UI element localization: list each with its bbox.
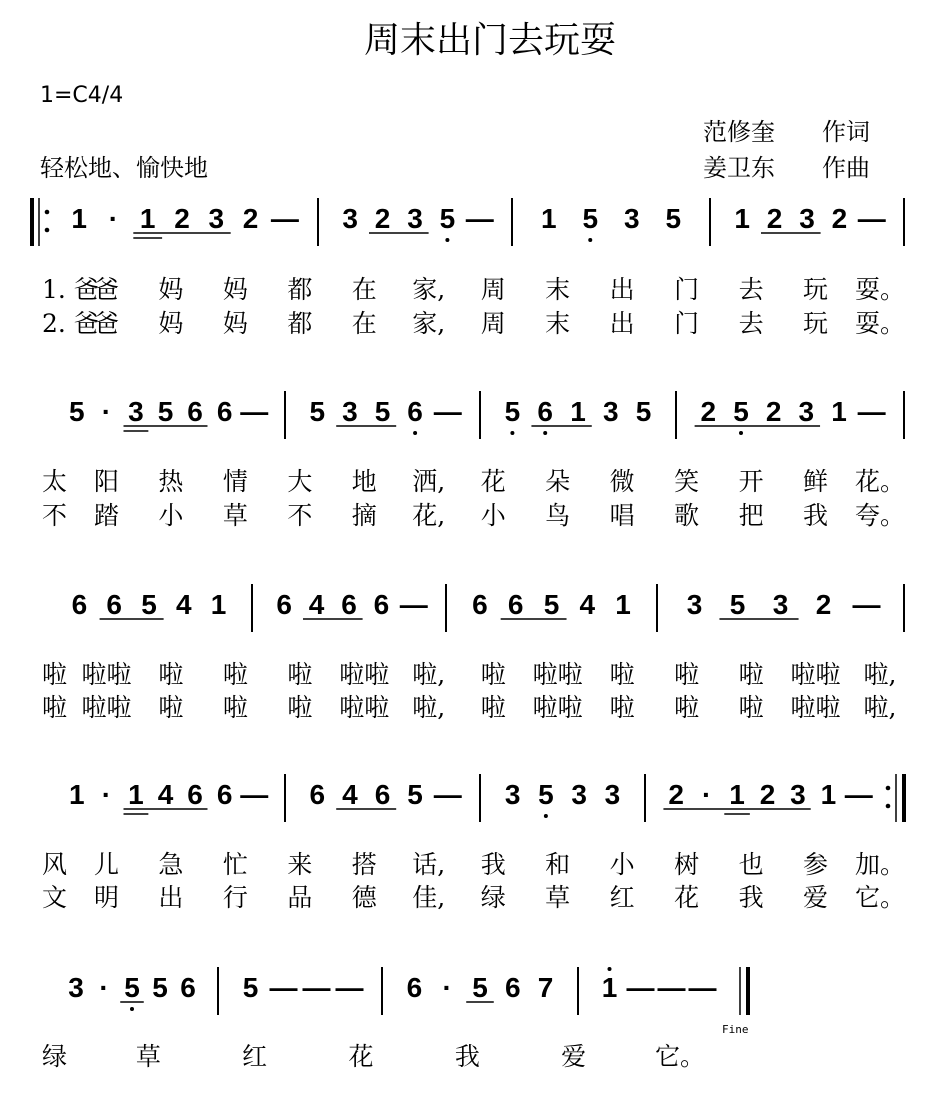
- lyric-line-1: [42, 660, 896, 689]
- lyric-syllable: 去: [738, 275, 764, 304]
- lyric-syllable: 1. 爸: [42, 275, 99, 304]
- octave-dot-below: [445, 238, 449, 242]
- lyric-syllable: 文: [42, 883, 68, 912]
- lyric-syllable: 啦,: [412, 660, 446, 689]
- note: 4: [579, 589, 596, 620]
- song-title: 周末出门去玩耍: [363, 20, 617, 61]
- note: 5: [635, 396, 652, 427]
- extension-dash: —: [857, 203, 886, 234]
- lyric-syllable: 玩: [803, 309, 829, 338]
- composer-role: 作曲: [822, 154, 870, 182]
- note: 5: [374, 396, 391, 427]
- lyric-line-1: [42, 467, 905, 496]
- lyric-syllable: 阳: [93, 467, 119, 496]
- octave-dot-below: [543, 431, 547, 435]
- note: 6: [187, 779, 203, 810]
- lyric-syllable: 朵: [545, 467, 571, 496]
- octave-dot-below: [544, 814, 548, 818]
- lyric-syllable: 啦,: [863, 660, 897, 689]
- lyric-syllable: 啦啦: [339, 693, 390, 722]
- repeat-dot: [886, 786, 891, 791]
- augmentation-dot: ·: [101, 779, 112, 810]
- note: 4: [157, 779, 174, 810]
- octave-dot-below: [130, 1007, 134, 1011]
- note: 1: [729, 779, 745, 810]
- lyric-syllable: 花,: [412, 501, 446, 530]
- note: 1: [615, 589, 631, 620]
- note: 2: [374, 203, 391, 234]
- extension-dash: —: [240, 779, 269, 810]
- note: 2: [759, 779, 776, 810]
- measure-1: [72, 589, 227, 620]
- lyric-syllable: 末: [545, 275, 571, 304]
- lyric-syllable: 啦: [287, 693, 313, 722]
- lyric-syllable: 都: [287, 309, 313, 338]
- lyric-syllable: 它。: [854, 883, 906, 912]
- note: 6: [507, 589, 524, 620]
- lyric-syllable: 啦: [287, 660, 313, 689]
- tempo-marking: 轻松地、愉快地: [40, 154, 208, 182]
- note: 6: [180, 972, 196, 1003]
- note: 3: [798, 396, 815, 427]
- lyric-syllable: 鲜: [803, 467, 829, 496]
- note: 3: [342, 396, 358, 427]
- lyric-syllable: 门: [674, 275, 700, 304]
- extension-dash: —: [270, 203, 299, 234]
- lyric-syllable: 行: [222, 883, 248, 912]
- lyric-syllable: 急: [158, 850, 184, 879]
- measure-1: [71, 203, 299, 238]
- lyric-syllable: 佳,: [412, 883, 446, 912]
- lyric-syllable: 情: [222, 467, 248, 496]
- system-4: [42, 774, 905, 912]
- note: 5: [472, 972, 488, 1003]
- note: 6: [407, 396, 423, 427]
- lyric-syllable: 我: [480, 850, 506, 879]
- measure-1: [69, 396, 268, 431]
- extension-dash: —: [852, 589, 881, 620]
- measure-3: [541, 203, 681, 242]
- note: 3: [623, 203, 640, 234]
- extension-dash: —: [626, 972, 655, 1003]
- lyric-syllable: 不: [42, 501, 68, 530]
- lyric-syllable: 太: [42, 467, 68, 496]
- lyric-syllable: 笑: [674, 467, 700, 496]
- lyric-syllable: 来: [287, 850, 313, 879]
- lyric-syllable: 啦啦: [790, 660, 841, 689]
- lyric-syllable: 周: [480, 309, 506, 338]
- lyric-syllable: 绿: [480, 883, 506, 912]
- lyric-syllable: 话,: [412, 850, 446, 879]
- lyric-syllable: 啦,: [863, 693, 897, 722]
- lyric-syllable: 不: [287, 501, 313, 530]
- lyric-syllable: 啦: [222, 660, 248, 689]
- note: 5: [124, 972, 140, 1003]
- note: 6: [216, 396, 233, 427]
- lyric-syllable: 大: [287, 467, 313, 496]
- lyric-syllable: 啦: [738, 693, 764, 722]
- note: 3: [686, 589, 703, 620]
- extension-dash: —: [335, 972, 364, 1003]
- note: 4: [342, 779, 358, 810]
- note: 3: [604, 779, 621, 810]
- lyric-syllable: 啦: [158, 693, 184, 722]
- note: 2: [668, 779, 685, 810]
- augmentation-dot: ·: [442, 972, 452, 1003]
- lyric-syllable: 草: [545, 883, 571, 912]
- note: 6: [472, 589, 488, 620]
- lyric-syllable: 家,: [412, 275, 446, 304]
- lyric-syllable: 小: [480, 501, 506, 530]
- octave-dot-below: [739, 431, 743, 435]
- lyric-syllable: 爸: [93, 309, 119, 338]
- lyric-syllable: 红: [242, 1042, 268, 1071]
- lyric-syllable: 加。: [854, 850, 906, 879]
- note: 6: [71, 589, 88, 620]
- note: 6: [106, 589, 122, 620]
- lyric-line-2: [42, 693, 896, 722]
- lyric-syllable: 出: [609, 309, 635, 338]
- note: 5: [582, 203, 599, 234]
- system-3: [42, 584, 904, 722]
- lyric-syllable: 去: [738, 309, 764, 338]
- extension-dash: —: [688, 972, 717, 1003]
- lyric-syllable: 啦: [674, 693, 700, 722]
- key-signature: 1=C4/4: [40, 83, 124, 108]
- note: 3: [504, 779, 521, 810]
- note: 2: [765, 396, 782, 427]
- note: 3: [68, 972, 84, 1003]
- note: 3: [571, 779, 587, 810]
- lyric-syllable: 啦: [42, 693, 68, 722]
- extension-dash: —: [465, 203, 494, 234]
- note: 6: [216, 779, 233, 810]
- lyric-syllable: 小: [609, 850, 635, 879]
- lyric-syllable: 啦,: [412, 693, 446, 722]
- lyric-syllable: 把: [738, 501, 764, 530]
- fine-marking: Fine: [722, 1023, 749, 1036]
- lyric-line-2: [42, 309, 905, 338]
- note: 5: [68, 396, 85, 427]
- note: 1: [210, 589, 227, 620]
- note: 6: [406, 972, 423, 1003]
- lyric-syllable: 洒,: [412, 467, 446, 496]
- extension-dash: —: [302, 972, 331, 1003]
- lyric-syllable: 妈: [158, 275, 184, 304]
- lyric-syllable: 开: [738, 467, 764, 496]
- note: 1: [71, 203, 87, 234]
- lyric-line-2: [42, 501, 905, 530]
- note: 5: [665, 203, 682, 234]
- lyric-line-2: [42, 883, 905, 912]
- lyric-syllable: 儿: [93, 850, 119, 879]
- measure-4: [602, 967, 717, 1003]
- note: 3: [208, 203, 225, 234]
- lyric-syllable: 花: [480, 467, 506, 496]
- note: 5: [242, 972, 259, 1003]
- lyric-syllable: 啦: [609, 660, 635, 689]
- measure-2: [310, 396, 462, 435]
- lyric-syllable: 花: [674, 883, 700, 912]
- note: 3: [772, 589, 789, 620]
- measure-1: [69, 779, 268, 814]
- note: 5: [407, 779, 423, 810]
- note: 5: [729, 589, 746, 620]
- octave-dot-below: [510, 431, 514, 435]
- system-1: [32, 198, 905, 338]
- note: 1: [601, 972, 618, 1003]
- lyric-syllable: 它。: [654, 1042, 706, 1071]
- lyric-syllable: 和: [545, 850, 571, 879]
- lyric-syllable: 搭: [351, 850, 377, 879]
- lyric-syllable: 德: [351, 883, 377, 912]
- lyric-syllable: 出: [609, 275, 635, 304]
- lyric-syllable: 啦啦: [339, 660, 390, 689]
- extension-dash: —: [857, 396, 886, 427]
- note: 6: [187, 396, 203, 427]
- lyric-syllable: 啦: [42, 660, 68, 689]
- note: 2: [766, 203, 783, 234]
- lyric-line-1: [42, 275, 905, 304]
- note: 3: [799, 203, 815, 234]
- lyric-syllable: 爸: [93, 275, 119, 304]
- notation-systems: [32, 198, 905, 1071]
- note: 1: [540, 203, 557, 234]
- note: 6: [537, 396, 553, 427]
- lyric-syllable: 啦啦: [790, 693, 841, 722]
- lyric-syllable: 草: [222, 501, 248, 530]
- lyric-syllable: 周: [480, 275, 506, 304]
- note: 2: [700, 396, 717, 427]
- lyric-syllable: 唱: [609, 501, 635, 530]
- note: 5: [152, 972, 168, 1003]
- lyricist-name: 范修奎: [703, 118, 775, 146]
- octave-dot-above: [608, 967, 612, 971]
- repeat-dot: [45, 210, 50, 215]
- lyric-syllable: 红: [609, 883, 635, 912]
- note: 6: [505, 972, 521, 1003]
- note: 3: [407, 203, 423, 234]
- lyricist-role: 作词: [822, 118, 870, 146]
- repeat-dot: [45, 228, 50, 233]
- note: 6: [276, 589, 292, 620]
- measure-2: [342, 203, 493, 242]
- note: 1: [820, 779, 837, 810]
- note: 2: [831, 203, 848, 234]
- lyric-syllable: 草: [135, 1042, 161, 1071]
- extension-dash: —: [240, 396, 269, 427]
- lyric-syllable: 参: [803, 850, 829, 879]
- note: 5: [157, 396, 174, 427]
- note: 2: [174, 203, 190, 234]
- lyric-syllable: 我: [803, 501, 829, 530]
- lyric-syllable: 夸。: [854, 501, 906, 530]
- note: 1: [831, 396, 847, 427]
- lyric-syllable: 花。: [854, 467, 906, 496]
- lyric-syllable: 也: [738, 850, 764, 879]
- augmentation-dot: ·: [108, 203, 119, 234]
- measure-2: [310, 779, 462, 810]
- lyric-syllable: 在: [351, 275, 377, 304]
- extension-dash: —: [433, 396, 462, 427]
- extension-dash: —: [657, 972, 686, 1003]
- note: 3: [790, 779, 806, 810]
- note: 6: [374, 779, 391, 810]
- lyric-syllable: 我: [454, 1042, 480, 1071]
- lyric-syllable: 啦: [480, 660, 506, 689]
- measure-1: [68, 972, 196, 1011]
- augmentation-dot: ·: [701, 779, 712, 810]
- octave-dot-below: [413, 431, 417, 435]
- extension-dash: —: [269, 972, 298, 1003]
- note: 1: [128, 779, 144, 810]
- lyric-syllable: 家,: [412, 309, 446, 338]
- measure-4: [695, 396, 886, 435]
- lyric-syllable: 品: [287, 883, 313, 912]
- lyric-syllable: 啦啦: [532, 660, 583, 689]
- lyric-syllable: 末: [545, 309, 571, 338]
- note: 2: [815, 589, 832, 620]
- note: 1: [68, 779, 85, 810]
- note: 2: [242, 203, 259, 234]
- lyric-syllable: 出: [158, 883, 184, 912]
- lyric-syllable: 我: [738, 883, 764, 912]
- lyric-syllable: 都: [287, 275, 313, 304]
- note: 4: [308, 589, 325, 620]
- octave-dot-below: [588, 238, 592, 242]
- lyric-syllable: 明: [93, 883, 119, 912]
- measure-4: [687, 589, 881, 620]
- lyric-syllable: 2. 爸: [42, 309, 99, 338]
- lyric-syllable: 耍。: [854, 275, 906, 304]
- lyric-line-1: [42, 850, 905, 879]
- note: 6: [341, 589, 357, 620]
- measure-3: [505, 396, 652, 435]
- note: 1: [570, 396, 586, 427]
- augmentation-dot: ·: [99, 972, 109, 1003]
- lyric-syllable: 忙: [222, 850, 248, 879]
- note: 5: [141, 589, 157, 620]
- lyric-syllable: 踏: [93, 501, 119, 530]
- measure-4: [663, 779, 872, 814]
- extension-dash: —: [433, 779, 462, 810]
- note: 3: [603, 396, 619, 427]
- lyric-syllable: 啦: [674, 660, 700, 689]
- measure-2: [243, 972, 364, 1003]
- augmentation-dot: ·: [101, 396, 112, 427]
- note: 5: [439, 203, 456, 234]
- lyric-syllable: 微: [609, 467, 635, 496]
- lyric-syllable: 啦: [738, 660, 764, 689]
- lyric-syllable: 玩: [803, 275, 829, 304]
- note: 3: [128, 396, 144, 427]
- repeat-dot: [886, 804, 891, 809]
- lyric-syllable: 花: [348, 1042, 374, 1071]
- measure-3: [472, 589, 631, 620]
- lyric-syllable: 风: [42, 850, 68, 879]
- note: 5: [543, 589, 560, 620]
- note: 1: [734, 203, 750, 234]
- lyric-syllable: 热: [158, 467, 184, 496]
- note: 1: [139, 203, 156, 234]
- lyric-line-1: [42, 1042, 705, 1071]
- system-2: [42, 391, 905, 530]
- system-5: [42, 967, 748, 1071]
- measure-3: [407, 972, 554, 1003]
- lyric-syllable: 绿: [42, 1042, 68, 1071]
- lyric-syllable: 爱: [561, 1042, 587, 1071]
- lyric-syllable: 在: [351, 309, 377, 338]
- composer-name: 姜卫东: [703, 154, 775, 182]
- lyric-syllable: 啦: [609, 693, 635, 722]
- lyric-syllable: 啦啦: [532, 693, 583, 722]
- lyric-syllable: 啦啦: [81, 693, 132, 722]
- measure-4: [734, 203, 885, 234]
- note: 5: [309, 396, 326, 427]
- note: 3: [342, 203, 358, 234]
- extension-dash: —: [399, 589, 428, 620]
- lyric-syllable: 啦啦: [81, 660, 132, 689]
- lyric-syllable: 妈: [222, 275, 248, 304]
- extension-dash: —: [844, 779, 873, 810]
- measure-2: [276, 589, 427, 620]
- lyric-syllable: 歌: [674, 501, 700, 530]
- note: 5: [538, 779, 554, 810]
- note: 5: [733, 396, 749, 427]
- note: 4: [176, 589, 192, 620]
- measure-3: [505, 779, 620, 818]
- note: 7: [537, 972, 554, 1003]
- lyric-syllable: 妈: [158, 309, 184, 338]
- lyric-syllable: 鸟: [545, 501, 571, 530]
- lyric-syllable: 树: [674, 850, 700, 879]
- lyric-syllable: 小: [158, 501, 184, 530]
- lyric-syllable: 妈: [222, 309, 248, 338]
- lyric-syllable: 地: [351, 467, 377, 496]
- lyric-syllable: 耍。: [854, 309, 906, 338]
- lyric-syllable: 门: [674, 309, 700, 338]
- note: 5: [504, 396, 521, 427]
- note: 6: [373, 589, 390, 620]
- lyric-syllable: 啦: [480, 693, 506, 722]
- lyric-syllable: 爱: [803, 883, 829, 912]
- lyric-syllable: 啦: [222, 693, 248, 722]
- lyric-syllable: 摘: [351, 501, 377, 530]
- lyric-syllable: 啦: [158, 660, 184, 689]
- note: 6: [309, 779, 326, 810]
